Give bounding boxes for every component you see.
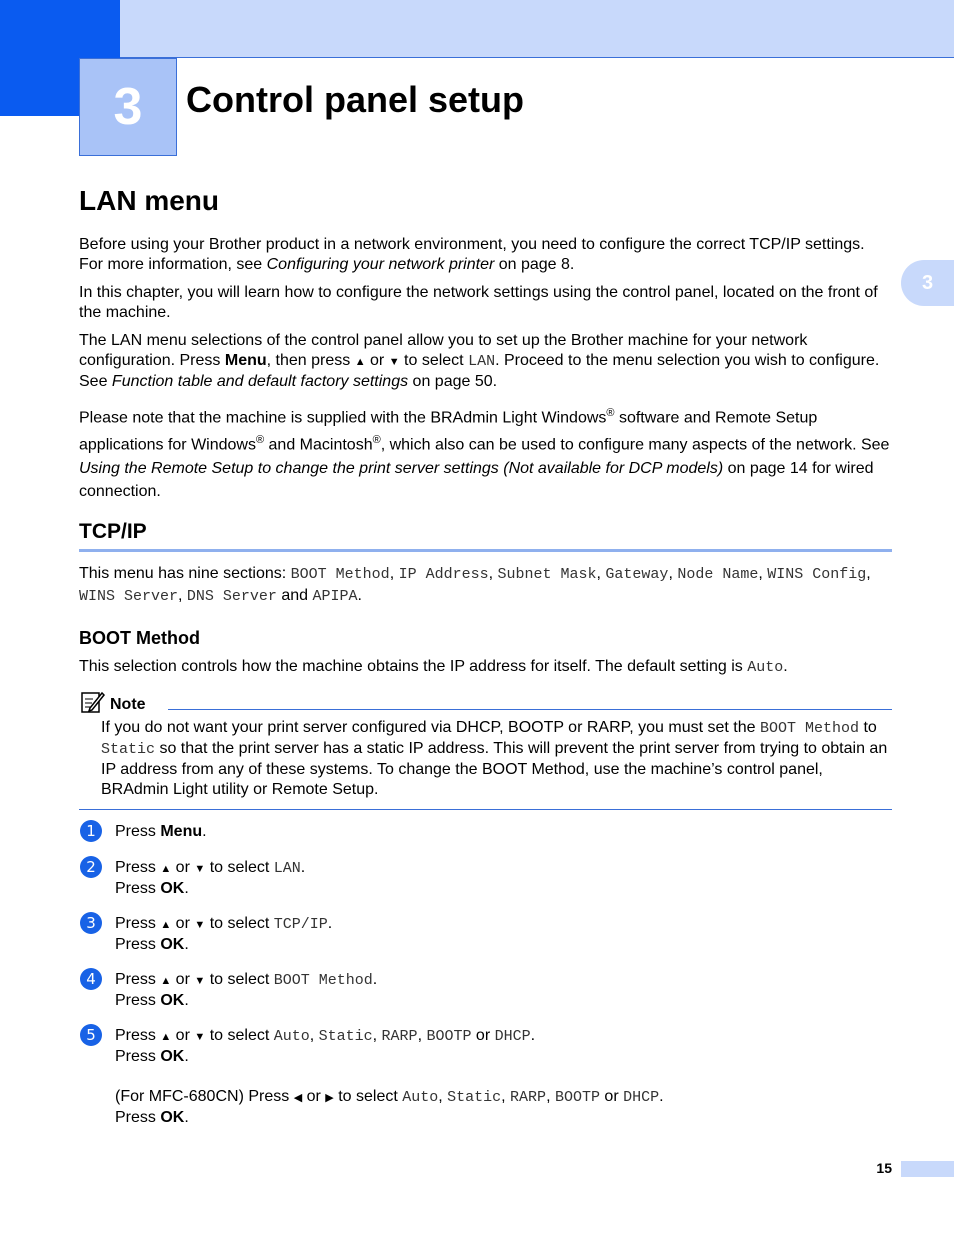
paragraph-bradmin: Please note that the machine is supplied with the BRAdmin Light Windows® software and Remote Setup applications for Windows® and Macintosh®, which also can be used to configure many aspects of the network. See Using the Remote Setup to change the print server settings (Not available for DCP models) on page 14 for wired connection.	[79, 407, 890, 500]
up-arrow-icon: ▲	[160, 975, 172, 987]
down-arrow-icon: ▼	[194, 919, 206, 931]
tcpip-intro: This menu has nine sections: BOOT Method, IP Address, Subnet Mask, Gateway, Node Name, WINS Config, WINS Server, DNS Server and APIPA.	[79, 565, 871, 605]
down-arrow-icon: ▼	[194, 863, 206, 875]
paragraph-chapter: In this chapter, you will learn how to configure the network settings using the control panel, located on the front of the machine.	[79, 284, 878, 321]
reference-link: Using the Remote Setup to change the print server settings (Not available for DCP models)	[79, 459, 724, 477]
boot-method-description: This selection controls how the machine obtains the IP address for itself. The default setting is Auto.	[79, 658, 788, 676]
side-chapter-tab: 3	[901, 260, 954, 306]
step-number: 1	[80, 820, 102, 842]
chapter-number: 3	[79, 58, 177, 156]
step-3-text: Press ▲ or ▼ to select TCP/IP. Press OK.	[115, 915, 333, 953]
header-band	[120, 0, 954, 58]
paragraph-intro: Before using your Brother product in a network environment, you need to configure the correct TCP/IP settings. For more information, see Configuring your network printer on page 8.	[79, 236, 865, 273]
left-arrow-icon: ◀	[293, 1092, 303, 1104]
up-arrow-icon: ▲	[354, 356, 366, 368]
up-arrow-icon: ▲	[160, 863, 172, 875]
step-number: 4	[80, 968, 102, 990]
down-arrow-icon: ▼	[388, 356, 400, 368]
note-text: If you do not want your print server configured via DHCP, BOOTP or RARP, you must set the BOOT Method to Static so that the print server has a static IP address. This will prevent the print server from trying to obtain an IP address from any of these systems. To change the BOOT Method, use the machine’s control panel, BRAdmin Light utility or Remote Setup.	[101, 719, 888, 798]
section-title: LAN menu	[79, 185, 219, 216]
down-arrow-icon: ▼	[194, 975, 206, 987]
note-rule-top	[168, 709, 892, 710]
step-1-text: Press Menu.	[115, 823, 207, 840]
note-pencil-icon	[81, 690, 105, 714]
subsection-title: TCP/IP	[79, 520, 147, 543]
down-arrow-icon: ▼	[194, 1031, 206, 1043]
step-number: 5	[80, 1024, 102, 1046]
step-5-text: Press ▲ or ▼ to select Auto, Static, RARP, BOOTP or DHCP. Press OK.	[115, 1027, 536, 1065]
chapter-title: Control panel setup	[186, 79, 525, 120]
step-5-mfc-text: (For MFC-680CN) Press ◀ or ▶ to select Auto, Static, RARP, BOOTP or DHCP. Press OK.	[115, 1088, 664, 1126]
step-number: 2	[80, 856, 102, 878]
footer-band	[901, 1161, 954, 1177]
reference-link: Configuring your network printer	[266, 256, 495, 273]
note-rule-bottom	[79, 809, 892, 810]
paragraph-lan-menu: The LAN menu selections of the control panel allow you to set up the Brother machine for your network configuration. Press Menu, then press ▲ or ▼ to select LAN. Proceed to the menu selection you wish to configure. See Function table and default factory settings on page 50.	[79, 332, 880, 390]
up-arrow-icon: ▲	[160, 1031, 172, 1043]
step-4-text: Press ▲ or ▼ to select BOOT Method. Press OK.	[115, 971, 378, 1009]
up-arrow-icon: ▲	[160, 919, 172, 931]
boot-method-title: BOOT Method	[79, 628, 200, 648]
right-arrow-icon: ▶	[325, 1092, 334, 1104]
step-2-text: Press ▲ or ▼ to select LAN. Press OK.	[115, 859, 306, 897]
step-number: 3	[80, 912, 102, 934]
note-label: Note	[110, 696, 146, 713]
reference-link: Function table and default factory settings	[111, 373, 409, 390]
page-number: 15	[876, 1160, 892, 1176]
subsection-rule	[79, 549, 892, 552]
